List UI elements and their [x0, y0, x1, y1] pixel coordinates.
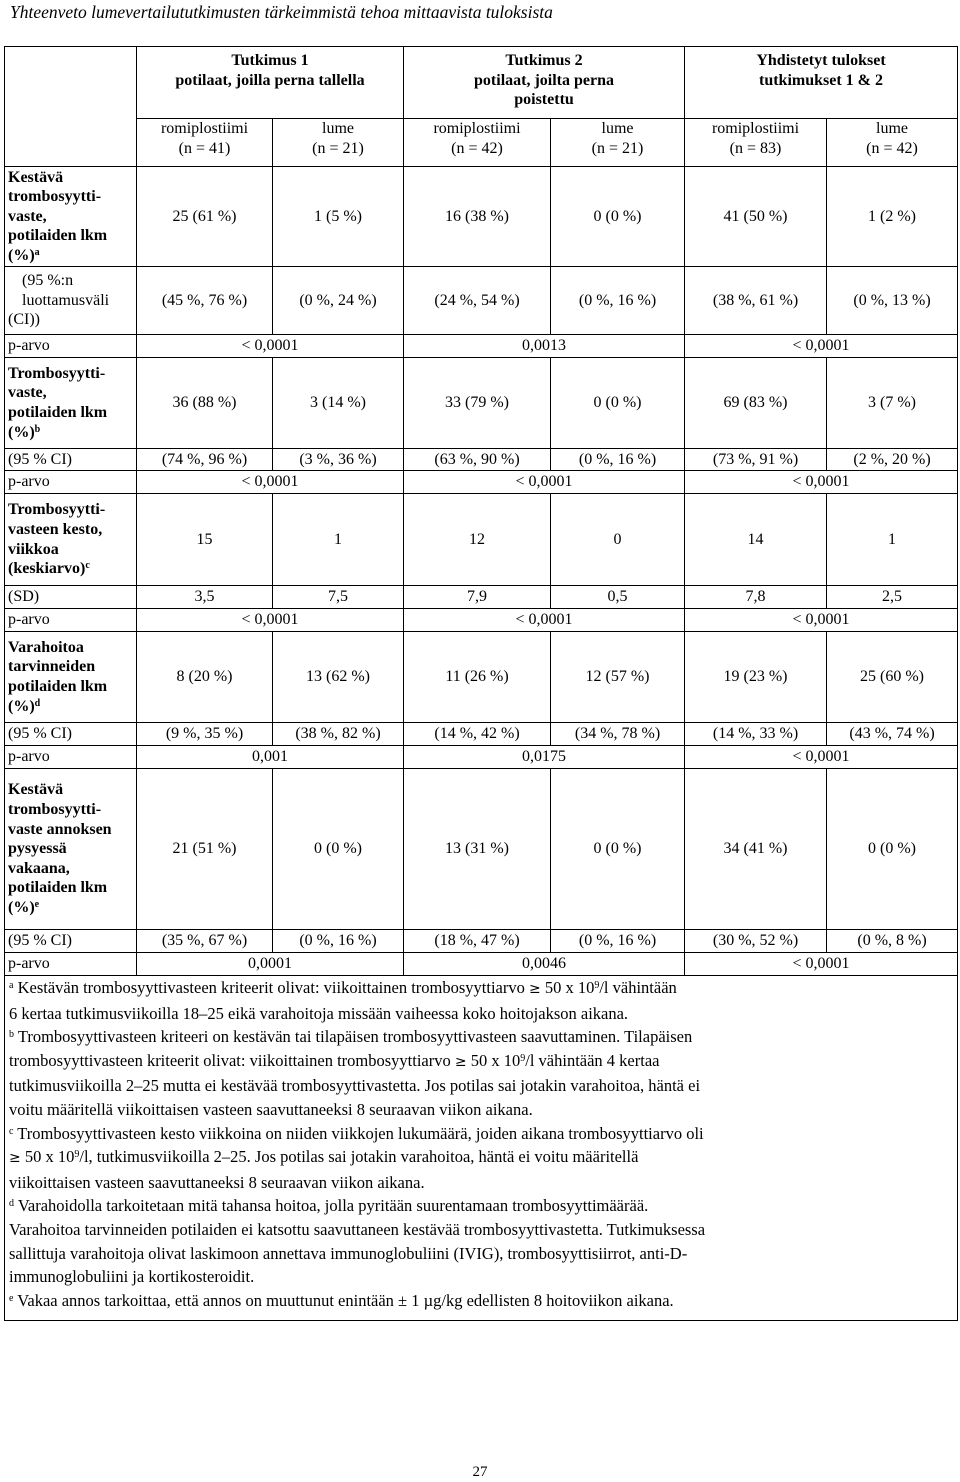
value-cell: 1 (2 %)	[827, 167, 958, 267]
value-cell: 0 (0 %)	[827, 769, 958, 930]
value-cell: 3 (14 %)	[273, 358, 404, 449]
footnote-a: $^a$ Kestävän trombosyyttivasteen kriteerit olivat: viikoittainen trombosyyttiarvo ≥ 50 x $10^9/l$ vähintään 6 kertaa tutkimusviikoilla 18–25 eikä varahoitoja missään vaiheessa koko hoitojakson aikana.	[9, 978, 677, 1023]
p-value-cell: < 0,0001	[137, 471, 404, 494]
subheader-romiplostim-combined: romiplostiimi (n = 83)	[685, 119, 827, 167]
page-title: Yhteenveto lumevertailututkimusten tärkeimmistä tehoa mittaavista tuloksista	[10, 2, 553, 22]
sd-cell: 3,5	[137, 586, 273, 609]
ci-cell: (34 %, 78 %)	[551, 723, 685, 746]
subheader-placebo-combined: lume (n = 42)	[827, 119, 958, 167]
row-label: Kestävä trombosyytti- vaste annoksen pysyessä vakaana, potilaiden lkm (%)$^e$	[5, 769, 137, 930]
table-row	[5, 267, 958, 335]
value-cell: 19 (23 %)	[685, 632, 827, 723]
row-label: Kestävä trombosyytti- vaste, potilaiden lkm (%)$^a$	[5, 167, 137, 267]
value-cell: 12 (57 %)	[551, 632, 685, 723]
sd-cell: 2,5	[827, 586, 958, 609]
p-label: p-arvo	[5, 953, 137, 976]
table-row	[5, 335, 958, 358]
ci-cell: (3 %, 36 %)	[273, 449, 404, 471]
footnote-c: $^c$ Trombosyyttivasteen kesto viikkoina on niiden viikkojen lukumäärä, joiden aikana trombosyyttiarvo oli ≥ 50 x $10^9/l$, tutkimusviikoilla 2–25. Jos potilas sai jotakin varahoitoa, häntä ei voitu määritellä viikoittaisen vasteen saavuttaneeksi 8 seuraavan viikon aikana.	[9, 1123, 704, 1192]
subheader-row	[5, 119, 958, 167]
value-cell: 69 (83 %)	[685, 358, 827, 449]
subheader-romiplostim-study1: romiplostiimi (n = 41)	[137, 119, 273, 167]
p-label: p-arvo	[5, 746, 137, 769]
table-row	[5, 953, 958, 976]
value-cell: 41 (50 %)	[685, 167, 827, 267]
value-cell: 0 (0 %)	[551, 769, 685, 930]
ci-label: (95 % CI)	[5, 930, 137, 953]
table-row	[5, 494, 958, 586]
value-cell: 34 (41 %)	[685, 769, 827, 930]
p-value-cell: < 0,0001	[685, 746, 958, 769]
ci-label: (95 % CI)	[5, 723, 137, 746]
ci-cell: (73 %, 91 %)	[685, 449, 827, 471]
row-label: Trombosyytti- vaste, potilaiden lkm (%)$^b$	[5, 358, 137, 449]
value-cell: 0	[551, 494, 685, 586]
ci-cell: (0 %, 13 %)	[827, 267, 958, 335]
table-row	[5, 586, 958, 609]
ci-cell: (45 %, 76 %)	[137, 267, 273, 335]
p-value-cell: 0,0175	[404, 746, 685, 769]
value-cell: 1 (5 %)	[273, 167, 404, 267]
row-label: Varahoitoa tarvinneiden potilaiden lkm (%)$^d$	[5, 632, 137, 723]
value-cell: 14	[685, 494, 827, 586]
ci-cell: (0 %, 24 %)	[273, 267, 404, 335]
ci-cell: (63 %, 90 %)	[404, 449, 551, 471]
ci-cell: (0 %, 16 %)	[551, 449, 685, 471]
sd-cell: 7,8	[685, 586, 827, 609]
ci-cell: (0 %, 16 %)	[551, 930, 685, 953]
p-value-cell: < 0,0001	[137, 609, 404, 632]
header-blank	[5, 47, 137, 167]
ci-cell: (18 %, 47 %)	[404, 930, 551, 953]
value-cell: 25 (60 %)	[827, 632, 958, 723]
sd-cell: 0,5	[551, 586, 685, 609]
ci-label: (95 %:n luottamusväli (CI))	[5, 267, 137, 335]
p-label: p-arvo	[5, 335, 137, 358]
table-row	[5, 746, 958, 769]
p-value-cell: 0,001	[137, 746, 404, 769]
table-row	[5, 632, 958, 723]
value-cell: 12	[404, 494, 551, 586]
table-row	[5, 167, 958, 267]
footnotes-row	[5, 976, 958, 1321]
value-cell: 15	[137, 494, 273, 586]
sd-cell: 7,5	[273, 586, 404, 609]
p-value-cell: < 0,0001	[685, 953, 958, 976]
value-cell: 25 (61 %)	[137, 167, 273, 267]
p-value-cell: < 0,0001	[685, 471, 958, 494]
ci-cell: (38 %, 61 %)	[685, 267, 827, 335]
footnote-b: $^b$ Trombosyyttivasteen kriteeri on kestävän tai tilapäisen trombosyyttivasteen saavuttaminen. Tilapäisen trombosyyttivasteen kriteerit olivat: viikoittainen trombosyyttiarvo ≥ 50 x $10^9/l$ vähintään 4 kertaa tutkimusviikoilla 2–25 mutta ei kestävää trombosyyttivastetta. Jos potilas sai jotakin varahoitoa, häntä ei voitu määritellä viikoittaisen vasteen saavuttaneeksi 8 seuraavan viikon aikana.	[9, 1027, 701, 1119]
table-row	[5, 609, 958, 632]
value-cell: 13 (31 %)	[404, 769, 551, 930]
sd-cell: 7,9	[404, 586, 551, 609]
results-table	[4, 46, 958, 1321]
ci-cell: (14 %, 42 %)	[404, 723, 551, 746]
ci-cell: (0 %, 16 %)	[273, 930, 404, 953]
value-cell: 1	[273, 494, 404, 586]
table-row	[5, 358, 958, 449]
sd-label: (SD)	[5, 586, 137, 609]
header-row	[5, 47, 958, 119]
ci-cell: (35 %, 67 %)	[137, 930, 273, 953]
p-value-cell: < 0,0001	[685, 609, 958, 632]
p-label: p-arvo	[5, 471, 137, 494]
value-cell: 0 (0 %)	[273, 769, 404, 930]
value-cell: 33 (79 %)	[404, 358, 551, 449]
value-cell: 0 (0 %)	[551, 167, 685, 267]
ci-cell: (24 %, 54 %)	[404, 267, 551, 335]
table-row	[5, 769, 958, 930]
subheader-romiplostim-study2: romiplostiimi (n = 42)	[404, 119, 551, 167]
p-value-cell: < 0,0001	[404, 609, 685, 632]
footnotes	[5, 976, 958, 1321]
ci-cell: (30 %, 52 %)	[685, 930, 827, 953]
p-value-cell: < 0,0001	[404, 471, 685, 494]
p-label: p-arvo	[5, 609, 137, 632]
ci-cell: (14 %, 33 %)	[685, 723, 827, 746]
ci-cell: (74 %, 96 %)	[137, 449, 273, 471]
ci-cell: (0 %, 16 %)	[551, 267, 685, 335]
page-number: 27	[472, 1464, 488, 1480]
ci-cell: (43 %, 74 %)	[827, 723, 958, 746]
row-label: Trombosyytti- vasteen kesto, viikkoa (keskiarvo)$^c$	[5, 494, 137, 586]
value-cell: 16 (38 %)	[404, 167, 551, 267]
header-study1: Tutkimus 1 potilaat, joilla perna tallella	[137, 47, 404, 119]
header-study2: Tutkimus 2 potilaat, joilta perna poistettu	[404, 47, 685, 119]
p-value-cell: < 0,0001	[685, 335, 958, 358]
subheader-placebo-study2: lume (n = 21)	[551, 119, 685, 167]
value-cell: 36 (88 %)	[137, 358, 273, 449]
value-cell: 3 (7 %)	[827, 358, 958, 449]
p-value-cell: < 0,0001	[137, 335, 404, 358]
value-cell: 0 (0 %)	[551, 358, 685, 449]
subheader-placebo-study1: lume (n = 21)	[273, 119, 404, 167]
ci-label: (95 % CI)	[5, 449, 137, 471]
ci-cell: (9 %, 35 %)	[137, 723, 273, 746]
ci-cell: (38 %, 82 %)	[273, 723, 404, 746]
footnote-e: $^e$ Vakaa annos tarkoittaa, että annos on muuttunut enintään ± 1 µg/kg edellisten 8 hoitoviikon aikana.	[9, 1290, 674, 1310]
footnote-d: $^d$ Varahoidolla tarkoitetaan mitä tahansa hoitoa, jolla pyritään suurentamaan trombosyyttimäärää. Varahoitoa tarvinneiden potilaiden ei katsottu saavuttaneen kestävää trombosyyttivastetta. Tutkimuksessa sallittuja varahoitoja olivat laskimoon annettava immunoglobuliini (IVIG), trombosyyttisiirrot, anti-D- immunoglobuliini ja kortikosteroidit.	[9, 1196, 706, 1287]
table-row	[5, 723, 958, 746]
value-cell: 11 (26 %)	[404, 632, 551, 723]
value-cell: 21 (51 %)	[137, 769, 273, 930]
table-row	[5, 449, 958, 471]
table-row	[5, 471, 958, 494]
ci-cell: (0 %, 8 %)	[827, 930, 958, 953]
value-cell: 1	[827, 494, 958, 586]
table-row	[5, 930, 958, 953]
header-combined: Yhdistetyt tulokset tutkimukset 1 & 2	[685, 47, 958, 119]
ci-cell: (2 %, 20 %)	[827, 449, 958, 471]
p-value-cell: 0,0001	[137, 953, 404, 976]
value-cell: 13 (62 %)	[273, 632, 404, 723]
p-value-cell: 0,0013	[404, 335, 685, 358]
p-value-cell: 0,0046	[404, 953, 685, 976]
value-cell: 8 (20 %)	[137, 632, 273, 723]
